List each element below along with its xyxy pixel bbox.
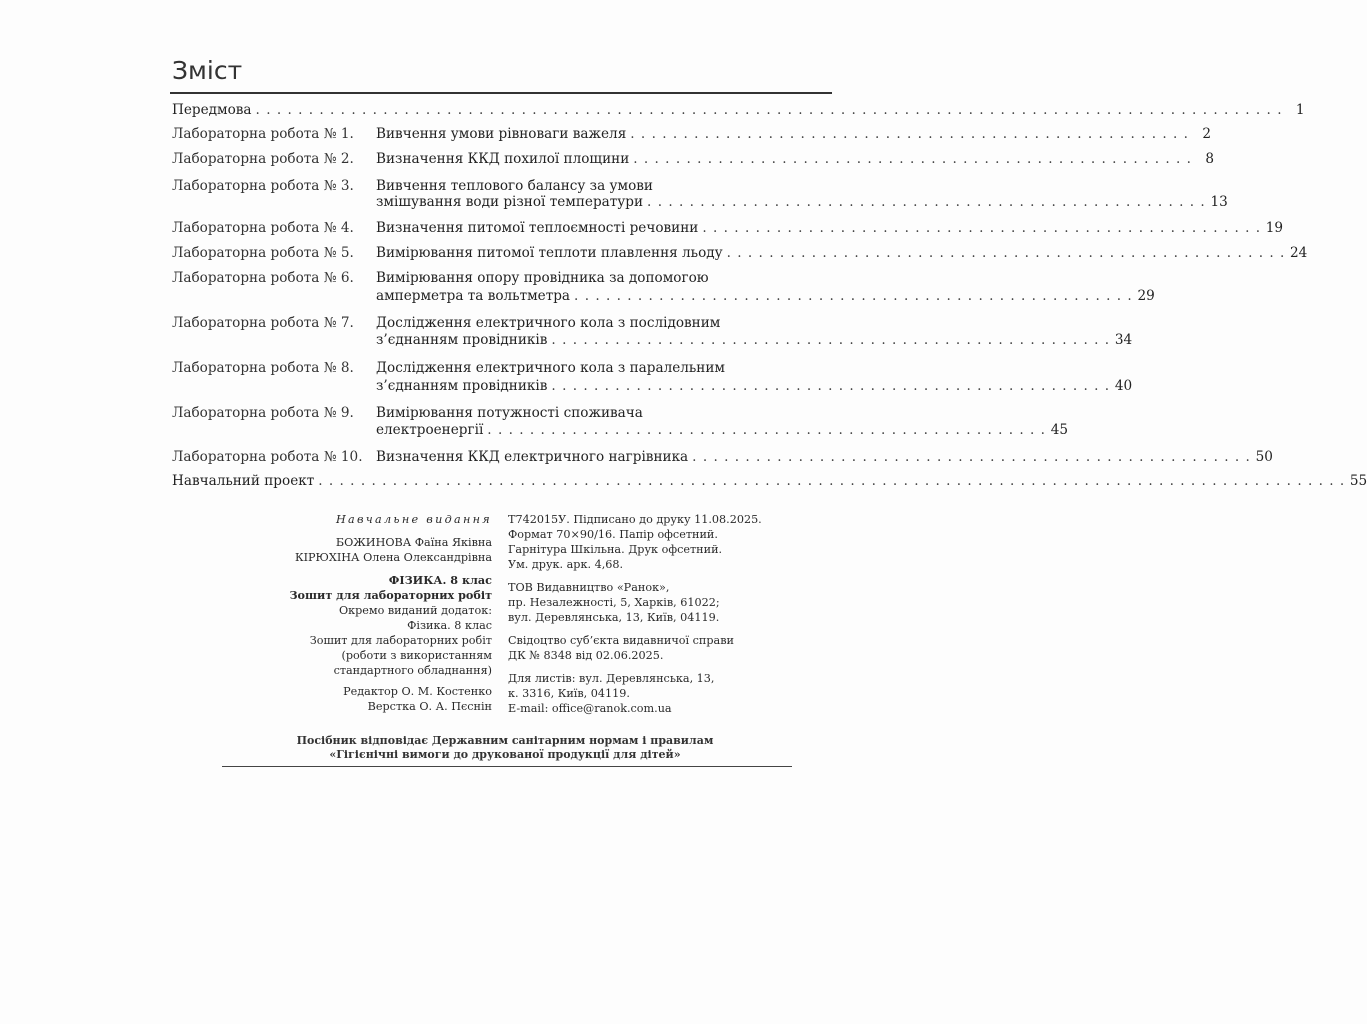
certificate-line: Свідоцтво суб’єкта видавничої справи — [508, 634, 734, 647]
footer-divider — [222, 766, 792, 767]
edition-type: Навчальне видання — [335, 513, 492, 526]
toc-lab-label: Лабораторна робота № 2. — [172, 151, 354, 167]
supplement-line: (роботи з використанням — [341, 649, 492, 662]
toc-entry-title: змішування води різної температури — [376, 194, 644, 210]
toc-page-number: 13 — [1210, 194, 1228, 210]
publisher-name: ТОВ Видавництво «Ранок», — [508, 581, 670, 594]
toc-entry-title: Визначення питомої теплоємності речовини — [376, 220, 699, 236]
publisher-address: пр. Незалежності, 5, Харків, 61022; — [508, 596, 720, 609]
toc-lab-label: Лабораторна робота № 4. — [172, 220, 354, 236]
toc-entry-title: з’єднанням провідників — [376, 378, 548, 394]
book-title: ФІЗИКА. 8 клас — [388, 573, 492, 587]
toc-entry-lab-9 — [376, 422, 1069, 438]
toc-entry-title: Вивчення теплового балансу за умови — [376, 178, 653, 194]
leader-dots: . . . . . . . . . . . . . . . . . . . . . . . . . . . . . . . . . . . . . . . . . . . . . . . . . . . . . — [551, 332, 1111, 348]
toc-entry-lab-10 — [376, 449, 1273, 465]
toc-entry-project — [172, 473, 1367, 489]
supplement-line: Зошит для лабораторних робіт — [309, 634, 492, 647]
leader-dots: . . . . . . . . . . . . . . . . . . . . . . . . . . . . . . . . . . . . . . . . . . . . . . . . . . . . . . . . . . . . . . . . . . . . . . . . . . . . . . . . . . . . . . . . . . . . . . . . . — [318, 473, 1346, 489]
leader-dots: . . . . . . . . . . . . . . . . . . . . . . . . . . . . . . . . . . . . . . . . . . . . . . . . . . . . . — [574, 288, 1133, 304]
leader-dots: . . . . . . . . . . . . . . . . . . . . . . . . . . . . . . . . . . . . . . . . . . . . . . . . . . . . . — [692, 449, 1251, 465]
toc-entry-lab-3 — [376, 194, 1228, 210]
imprint-right — [508, 512, 808, 716]
toc-page-number: 55 — [1349, 473, 1367, 489]
publisher-address: вул. Деревлянська, 13, Київ, 04119. — [508, 611, 720, 624]
toc-entry-title: Вимірювання питомої теплоти плавлення льоду — [376, 245, 723, 261]
toc-page-number: 29 — [1137, 288, 1155, 304]
toc-entry-lab-6 — [376, 288, 1155, 304]
toc-entry-lab-1 — [376, 126, 1211, 142]
supplement-line: стандартного обладнання) — [333, 664, 492, 677]
print-format: Формат 70×90/16. Папір офсетний. — [508, 528, 718, 541]
toc-entry-title: амперметра та вольтметра — [376, 288, 571, 304]
toc-lab-label: Лабораторна робота № 8. — [172, 360, 354, 376]
toc-entry-title: Вимірювання потужності споживача — [376, 405, 643, 421]
leader-dots: . . . . . . . . . . . . . . . . . . . . . . . . . . . . . . . . . . . . . . . . . . . . . . . . . . . . . — [633, 151, 1192, 167]
leader-dots: . . . . . . . . . . . . . . . . . . . . . . . . . . . . . . . . . . . . . . . . . . . . . . . . . . . . . — [630, 126, 1189, 142]
toc-entry-lab-5 — [376, 245, 1308, 261]
compliance-line: Посібник відповідає Державним санітарним нормам і правилам — [296, 734, 714, 747]
toc-lab-label: Лабораторна робота № 9. — [172, 405, 354, 421]
toc-page-number: 8 — [1205, 151, 1214, 167]
toc-page-number: 19 — [1265, 220, 1284, 236]
toc-page-number: 40 — [1114, 378, 1133, 394]
toc-entry-lab-7 — [376, 332, 1133, 348]
toc-entry-label: Передмова — [172, 102, 252, 118]
toc-page-number: 1 — [1295, 102, 1305, 118]
toc-entry-lab-8 — [376, 378, 1133, 394]
toc-page-number: 24 — [1290, 245, 1308, 261]
toc-entry-title: електроенергії — [376, 422, 484, 438]
imprint-left — [244, 512, 492, 714]
leader-dots: . . . . . . . . . . . . . . . . . . . . . . . . . . . . . . . . . . . . . . . . . . . . . . . . . . . . . — [702, 220, 1262, 236]
supplement-line: Окремо виданий додаток: — [338, 604, 492, 617]
toc-entry-title: з’єднанням провідників — [376, 332, 548, 348]
leader-dots: . . . . . . . . . . . . . . . . . . . . . . . . . . . . . . . . . . . . . . . . . . . . . . . . . . . . . . . . . . . . . . . . . . . . . . . . . . . . . . . . . . . . . . . . . . . . . . . . . — [255, 102, 1283, 118]
toc-entry-preface — [172, 102, 1305, 118]
print-font: Гарнітура Шкільна. Друк офсетний. — [508, 543, 723, 556]
email-line: E-mail: office@ranok.com.ua — [508, 702, 672, 715]
toc-entry-title: Дослідження електричного кола з паралельним — [376, 360, 725, 376]
leader-dots: . . . . . . . . . . . . . . . . . . . . . . . . . . . . . . . . . . . . . . . . . . . . . . . . . . . . . — [551, 378, 1111, 394]
leader-dots: . . . . . . . . . . . . . . . . . . . . . . . . . . . . . . . . . . . . . . . . . . . . . . . . . . . . . — [726, 245, 1286, 261]
toc-entry-title: Визначення ККД похилої площини — [376, 151, 630, 167]
toc-lab-label: Лабораторна робота № 3. — [172, 178, 354, 194]
page-title: Зміст — [172, 56, 243, 85]
certificate-line: ДК № 8348 від 02.06.2025. — [508, 649, 664, 662]
compliance-line: «Гігієнічні вимоги до друкованої продукції для дітей» — [329, 748, 681, 761]
toc-entry-title: Вивчення умови рівноваги важеля — [376, 126, 627, 142]
print-code: Т742015У. Підписано до друку 11.08.2025. — [508, 513, 762, 526]
toc-lab-label: Лабораторна робота № 1. — [172, 126, 354, 142]
title-divider — [170, 92, 832, 94]
toc-page-number: 34 — [1114, 332, 1133, 348]
print-sheets: Ум. друк. арк. 4,68. — [508, 558, 624, 571]
toc-entry-lab-4 — [376, 220, 1284, 236]
toc-lab-label: Лабораторна робота № 7. — [172, 315, 354, 331]
toc-lab-label: Лабораторна робота № 10. — [172, 449, 363, 465]
author-name: БОЖИНОВА Фаїна Яківна — [335, 536, 492, 549]
letters-address: Для листів: вул. Деревлянська, 13, — [508, 672, 715, 685]
leader-dots: . . . . . . . . . . . . . . . . . . . . . . . . . . . . . . . . . . . . . . . . . . . . . . . . . . . . . — [487, 422, 1047, 438]
toc-entry-title: Вимірювання опору провідника за допомогою — [376, 270, 709, 286]
toc-page-number: 50 — [1255, 449, 1273, 465]
toc-entry-label: Навчальний проект — [172, 473, 315, 489]
author-name: КІРЮХІНА Олена Олександрівна — [294, 551, 492, 564]
toc-page-number: 2 — [1202, 126, 1211, 142]
toc-lab-label: Лабораторна робота № 5. — [172, 245, 354, 261]
toc-lab-label: Лабораторна робота № 6. — [172, 270, 354, 286]
layout-credit: Верстка О. А. Пєснін — [367, 700, 492, 713]
toc-entry-title: Визначення ККД електричного нагрівника — [376, 449, 689, 465]
compliance-note — [220, 734, 790, 762]
editor-credit: Редактор О. М. Костенко — [343, 685, 492, 698]
toc-entry-title: Дослідження електричного кола з послідовним — [376, 315, 721, 331]
toc-page-number: 45 — [1050, 422, 1069, 438]
toc-entry-lab-2 — [376, 151, 1214, 167]
leader-dots: . . . . . . . . . . . . . . . . . . . . . . . . . . . . . . . . . . . . . . . . . . . . . . . . . . . . . — [647, 194, 1206, 210]
supplement-line: Фізика. 8 клас — [407, 619, 492, 632]
book-subtitle: Зошит для лабораторних робіт — [289, 588, 492, 602]
letters-address: к. 3316, Київ, 04119. — [508, 687, 630, 700]
